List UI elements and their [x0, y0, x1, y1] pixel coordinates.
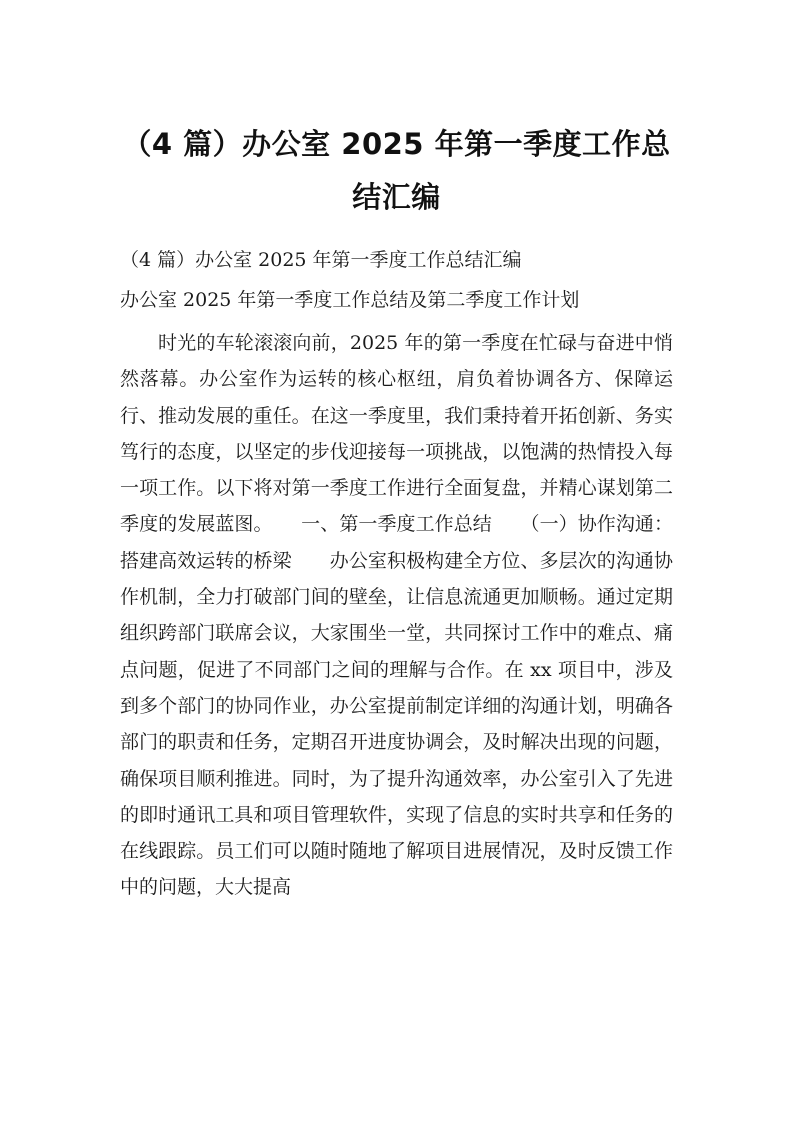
body-paragraph: 时光的车轮滚滚向前，2025 年的第一季度在忙碌与奋进中悄然落幕。办公室作为运转的核心枢纽，肩负着协调各方、保障运行、推动发展的重任。在这一季度里，我们秉持着开拓创新、务实笃行的态度，以坚定的步伐迎接每一项挑战，以饱满的热情投入每一项工作。以下将对第一季度工作进行全面复盘，并精心谋划第二季度的发展蓝图。 一、第一季度工作总结 （一）协作沟通：搭建高效运转的桥梁 办公室积极构建全方位、多层次的沟通协作机制，全力打破部门间的壁垒，让信息流通更加顺畅。通过定期组织跨部门联席会议，大家围坐一堂，共同探讨工作中的难点、痛点问题，促进了不同部门之间的理解与合作。在 xx 项目中，涉及到多个部门的协同作业，办公室提前制定详细的沟通计划，明确各部门的职责和任务，定期召开进度协调会，及时解决出现的问题，确保项目顺利推进。同时，为了提升沟通效率，办公室引入了先进的即时通讯工具和项目管理软件，实现了信息的实时共享和任务的在线跟踪。员工们可以随时随地了解项目进展情况，及时反馈工作中的问题，大大提高: [120, 332, 673, 899]
section-heading: 办公室 2025 年第一季度工作总结及第二季度工作计划: [120, 289, 580, 311]
collection-subtitle: （4 篇）办公室 2025 年第一季度工作总结汇编: [120, 249, 522, 271]
document-title: （4 篇）办公室 2025 年第一季度工作总结汇编: [122, 127, 671, 214]
